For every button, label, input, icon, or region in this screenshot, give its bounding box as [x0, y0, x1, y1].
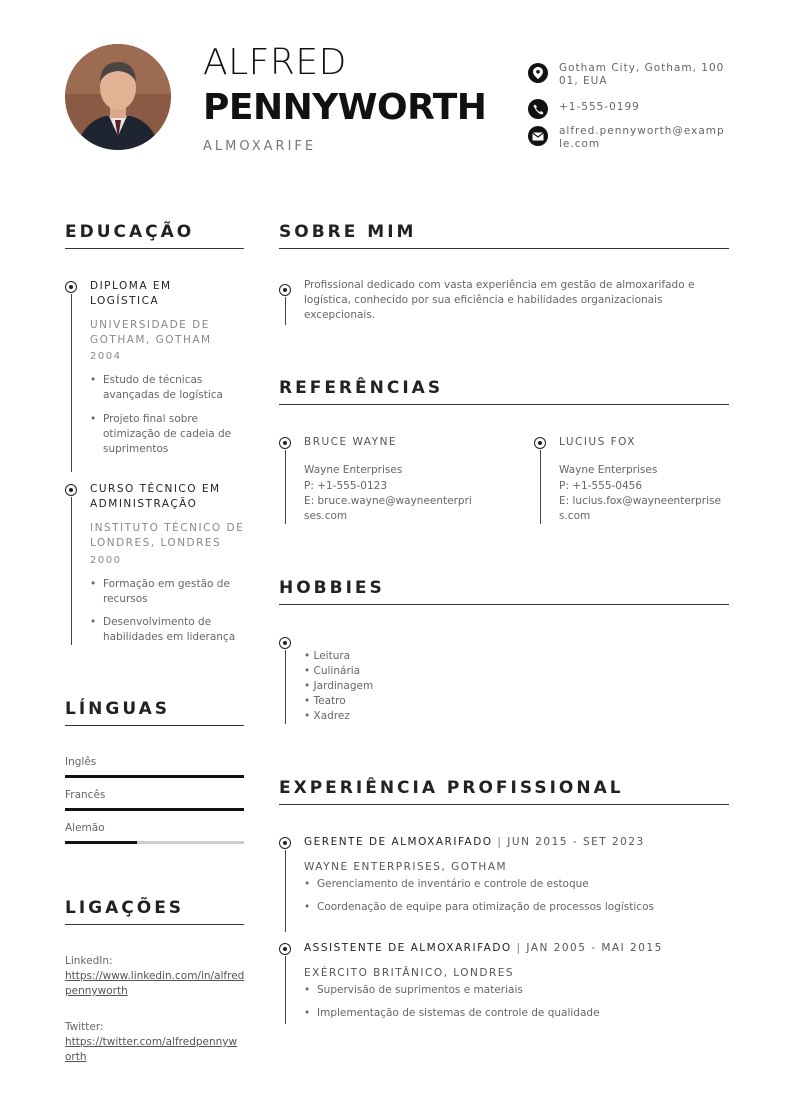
- education-bullet: • Estudo de técnicas avançadas de logística: [90, 374, 223, 401]
- timeline-line: [71, 497, 72, 645]
- timeline-dot: [279, 943, 291, 955]
- hobby-item: • Leitura: [304, 650, 351, 662]
- experience-bullet: • Implementação de sistemas de controle de qualidade: [304, 1007, 600, 1019]
- contact-email[interactable]: [528, 125, 728, 151]
- first-name: ALFRED: [203, 42, 347, 83]
- education-bullet: • Projeto final sobre otimização de cadeia de suprimentos: [90, 413, 232, 455]
- reference-phone: P: +1-555-0123: [304, 480, 388, 492]
- hobby-item: • Xadrez: [304, 710, 350, 722]
- link-label: LinkedIn:: [65, 955, 113, 967]
- reference-email: E: lucius.fox@wayneenterprises.com: [559, 495, 721, 522]
- job-title: ALMOXARIFE: [203, 139, 317, 154]
- language-level-bar: [65, 808, 244, 811]
- language-name: Inglês: [65, 756, 97, 768]
- timeline-dot: [279, 437, 291, 449]
- education-bullet: • Desenvolvimento de habilidades em liderança: [90, 616, 236, 643]
- experience-bullet: • Gerenciamento de inventário e controle de estoque: [304, 878, 589, 890]
- experience-company: EXÉRCITO BRITÂNICO, LONDRES: [304, 967, 515, 979]
- experience-bullet: • Supervisão de suprimentos e materiais: [304, 984, 523, 996]
- education-degree: DIPLOMA EM LOGÍSTICA: [90, 280, 172, 307]
- link-label: Twitter:: [65, 1021, 104, 1033]
- timeline-line: [285, 650, 286, 724]
- email-icon: [528, 126, 548, 146]
- education-institution: UNIVERSIDADE DE GOTHAM, GOTHAM: [90, 319, 212, 346]
- education-year: 2000: [90, 555, 122, 566]
- linkedin-link[interactable]: https://www.linkedin.com/in/alfredpennyworth: [65, 970, 245, 997]
- hobby-item: • Jardinagem: [304, 680, 374, 692]
- languages-heading: LÍNGUAS: [65, 699, 244, 726]
- language-name: Francês: [65, 789, 106, 801]
- hobby-item: • Teatro: [304, 695, 346, 707]
- timeline-dot: [279, 284, 291, 296]
- email-text[interactable]: alfred.pennyworth@example.com: [559, 125, 725, 150]
- timeline-line: [285, 850, 286, 932]
- experience-bullet: • Coordenação de equipe para otimização de processos logísticos: [304, 901, 654, 913]
- references-heading: REFERÊNCIAS: [279, 378, 729, 405]
- twitter-link[interactable]: https://twitter.com/alfredpennyworth: [65, 1036, 238, 1063]
- phone-text: +1-555-0199: [559, 101, 640, 113]
- timeline-line: [285, 297, 286, 325]
- education-year: 2004: [90, 351, 122, 362]
- profile-photo: [65, 44, 171, 150]
- last-name: PENNYWORTH: [203, 87, 487, 128]
- experience-title: GERENTE DE ALMOXARIFADO | JUN 2015 - SET 2023: [304, 836, 645, 848]
- about-text: Profissional dedicado com vasta experiência em gestão de almoxarifado e logística, conhecido por sua eficiência e habilidades organizacionais excepcionais.: [304, 279, 695, 321]
- about-heading: SOBRE MIM: [279, 222, 729, 249]
- reference-company: Wayne Enterprises: [559, 464, 658, 476]
- reference-phone: P: +1-555-0456: [559, 480, 643, 492]
- education-degree: CURSO TÉCNICO EM ADMINISTRAÇÃO: [90, 483, 221, 510]
- reference-email: E: bruce.wayne@wayneenterprises.com: [304, 495, 472, 522]
- language-level-bar: [65, 841, 244, 844]
- education-heading: EDUCAÇÃO: [65, 222, 244, 249]
- experience-company: WAYNE ENTERPRISES, GOTHAM: [304, 861, 508, 873]
- phone-icon: [528, 99, 548, 119]
- language-name: Alemão: [65, 822, 105, 834]
- address-text: Gotham City, Gotham, 10001, EUA: [559, 62, 725, 87]
- timeline-dot: [279, 837, 291, 849]
- reference-company: Wayne Enterprises: [304, 464, 403, 476]
- timeline-line: [285, 450, 286, 524]
- hobby-item: • Culinária: [304, 665, 361, 677]
- timeline-dot: [279, 637, 291, 649]
- contact-phone: [528, 98, 728, 119]
- timeline-dot: [65, 281, 77, 293]
- reference-name: LUCIUS FOX: [559, 436, 636, 448]
- timeline-dot: [65, 484, 77, 496]
- education-institution: INSTITUTO TÉCNICO DE LONDRES, LONDRES: [90, 522, 245, 549]
- experience-heading: EXPERIÊNCIA PROFISSIONAL: [279, 778, 729, 805]
- timeline-dot: [534, 437, 546, 449]
- timeline-line: [71, 294, 72, 472]
- language-level-bar: [65, 775, 244, 778]
- timeline-line: [285, 956, 286, 1024]
- experience-title: ASSISTENTE DE ALMOXARIFADO | JAN 2005 - MAI 2015: [304, 942, 663, 954]
- location-pin-icon: [528, 63, 548, 83]
- links-heading: LIGAÇÕES: [65, 898, 244, 925]
- timeline-line: [540, 450, 541, 524]
- contact-address: [528, 62, 728, 88]
- education-bullet: • Formação em gestão de recursos: [90, 578, 230, 605]
- reference-name: BRUCE WAYNE: [304, 436, 398, 448]
- hobbies-heading: HOBBIES: [279, 578, 729, 605]
